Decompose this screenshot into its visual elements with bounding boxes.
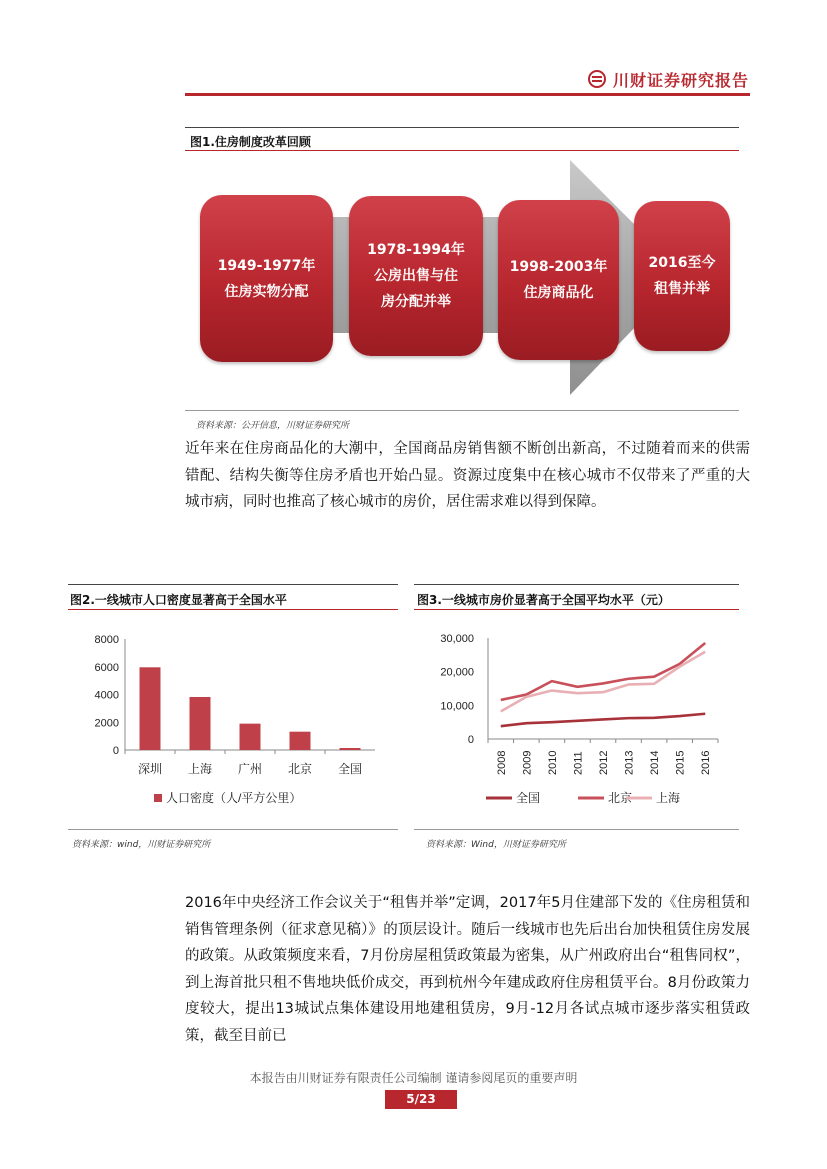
figure2-top-rule xyxy=(68,584,398,585)
footer-disclaimer: 本报告由川财证券有限责任公司编制 谨请参阅尾页的重要声明 xyxy=(249,1071,578,1085)
bar-3 xyxy=(290,732,311,750)
stage-1978-1994-years: 1978-1994年 xyxy=(367,242,465,258)
x-tick-label: 上海 xyxy=(187,762,213,776)
x-tick-label: 北京 xyxy=(287,762,313,776)
stage-1978-1994-desc-2: 房分配并举 xyxy=(381,294,451,310)
x-tick-label: 2009 xyxy=(521,750,534,775)
stage-2016-now xyxy=(634,201,730,351)
figure2-bottom-rule xyxy=(68,829,398,830)
series-line-0 xyxy=(501,714,705,726)
figure1-title: 图1.住房制度改革回顾 xyxy=(190,135,311,149)
stage-2016-now-desc: 租售并举 xyxy=(654,281,710,297)
stage-1949-1977 xyxy=(200,195,333,362)
bar-2 xyxy=(240,724,261,750)
legend-label-2: 上海 xyxy=(656,791,681,805)
y-tick-label: 10,000 xyxy=(440,700,474,713)
figure3-title-rule xyxy=(414,609,739,610)
y-tick-label: 4000 xyxy=(94,689,119,702)
y-tick-label: 0 xyxy=(112,745,119,757)
stage-1998-2003-desc: 住房商品化 xyxy=(523,285,594,301)
bar-1 xyxy=(190,697,211,750)
y-tick-label: 30,000 xyxy=(440,633,474,645)
y-tick-label: 6000 xyxy=(94,661,119,674)
x-tick-label: 2013 xyxy=(623,750,636,775)
x-tick-label: 2014 xyxy=(649,750,662,775)
x-tick-label: 2010 xyxy=(546,750,559,775)
x-tick-label: 2011 xyxy=(572,751,585,775)
figure3-source: 资料来源：Wind，川财证券研究所 xyxy=(426,840,566,850)
figure2-source: 资料来源：wind，川财证券研究所 xyxy=(72,840,211,850)
stage-1949-1977-years: 1949-1977年 xyxy=(217,257,316,274)
legend-label: 人口密度（人/平方公里） xyxy=(166,791,302,805)
figure2-title: 图2.一线城市人口密度显著高于全国水平 xyxy=(70,593,287,607)
chuancai-logo-icon xyxy=(588,70,606,88)
x-tick-label: 2015 xyxy=(674,750,687,775)
header-rule xyxy=(185,93,750,96)
report-header-title: 川财证券研究报告 xyxy=(612,71,749,90)
housing-price-line-chart xyxy=(414,615,739,820)
stage-1949-1977-desc: 住房实物分配 xyxy=(224,283,309,300)
y-tick-label: 8000 xyxy=(94,634,119,646)
page-number: 5/23 xyxy=(385,1090,457,1109)
figure2-title-rule xyxy=(68,609,398,610)
x-tick-label: 全国 xyxy=(337,762,363,776)
x-tick-label: 2012 xyxy=(598,750,610,775)
y-tick-label: 20,000 xyxy=(440,666,474,679)
figure1-bottom-rule xyxy=(185,410,739,411)
figure3-title: 图3.一线城市房价显著高于全国平均水平（元） xyxy=(417,593,670,607)
figure1-title-rule xyxy=(185,150,739,151)
stage-1998-2003-years: 1998-2003年 xyxy=(509,259,608,275)
stage-2016-now-years: 2016至今 xyxy=(648,255,716,271)
legend-label-1: 北京 xyxy=(608,791,633,805)
figure3-bottom-rule xyxy=(414,829,739,830)
bar-4 xyxy=(340,748,361,750)
figure1-source: 资料来源：公开信息，川财证券研究所 xyxy=(196,421,350,431)
legend-swatch xyxy=(154,794,162,802)
figure3-top-rule xyxy=(414,584,739,585)
body-paragraph-2: 2016年中央经济工作会议关于“租售并举”定调，2017年5月住建部下发的《住房租赁和销售管理条例（征求意见稿）》的顶层设计。随后一线城市也先后出台加快租赁住房发展的政策。从政策频度来看，7月份房屋租赁政策最为密集，从广州政府出台“租售同权”，到上海首批只租不售地块低价成交，再到杭州今年建成政府住房租赁平台。8月份政策力度较大，提出13城试点集体建设用地建租赁房，9月-12月各试点城市逐步落实租赁政策，截至目前已 xyxy=(185,895,750,1044)
stage-1978-1994-desc: 公房出售与住 xyxy=(374,268,458,284)
legend-label-0: 全国 xyxy=(516,791,541,805)
population-density-bar-chart xyxy=(68,615,398,820)
stage-1978-1994 xyxy=(349,196,483,356)
bar-0 xyxy=(140,667,161,750)
x-tick-label: 广州 xyxy=(237,762,263,776)
figure1-top-rule xyxy=(185,127,739,128)
x-tick-label: 2016 xyxy=(700,750,713,775)
body-paragraph-1: 近年来在住房商品化的大潮中，全国商品房销售额不断创出新高，不过随着而来的供需错配、结构失衡等住房矛盾也开始凸显。资源过度集中在核心城市不仅带来了严重的大城市病，同时也推高了核心城市的房价，居住需求难以得到保障。 xyxy=(185,441,750,510)
y-tick-label: 2000 xyxy=(94,717,119,730)
y-tick-label: 0 xyxy=(467,734,474,746)
series-line-2 xyxy=(501,652,705,712)
stage-1998-2003 xyxy=(498,200,619,360)
x-tick-label: 深圳 xyxy=(137,762,163,776)
x-tick-label: 2008 xyxy=(495,750,508,775)
